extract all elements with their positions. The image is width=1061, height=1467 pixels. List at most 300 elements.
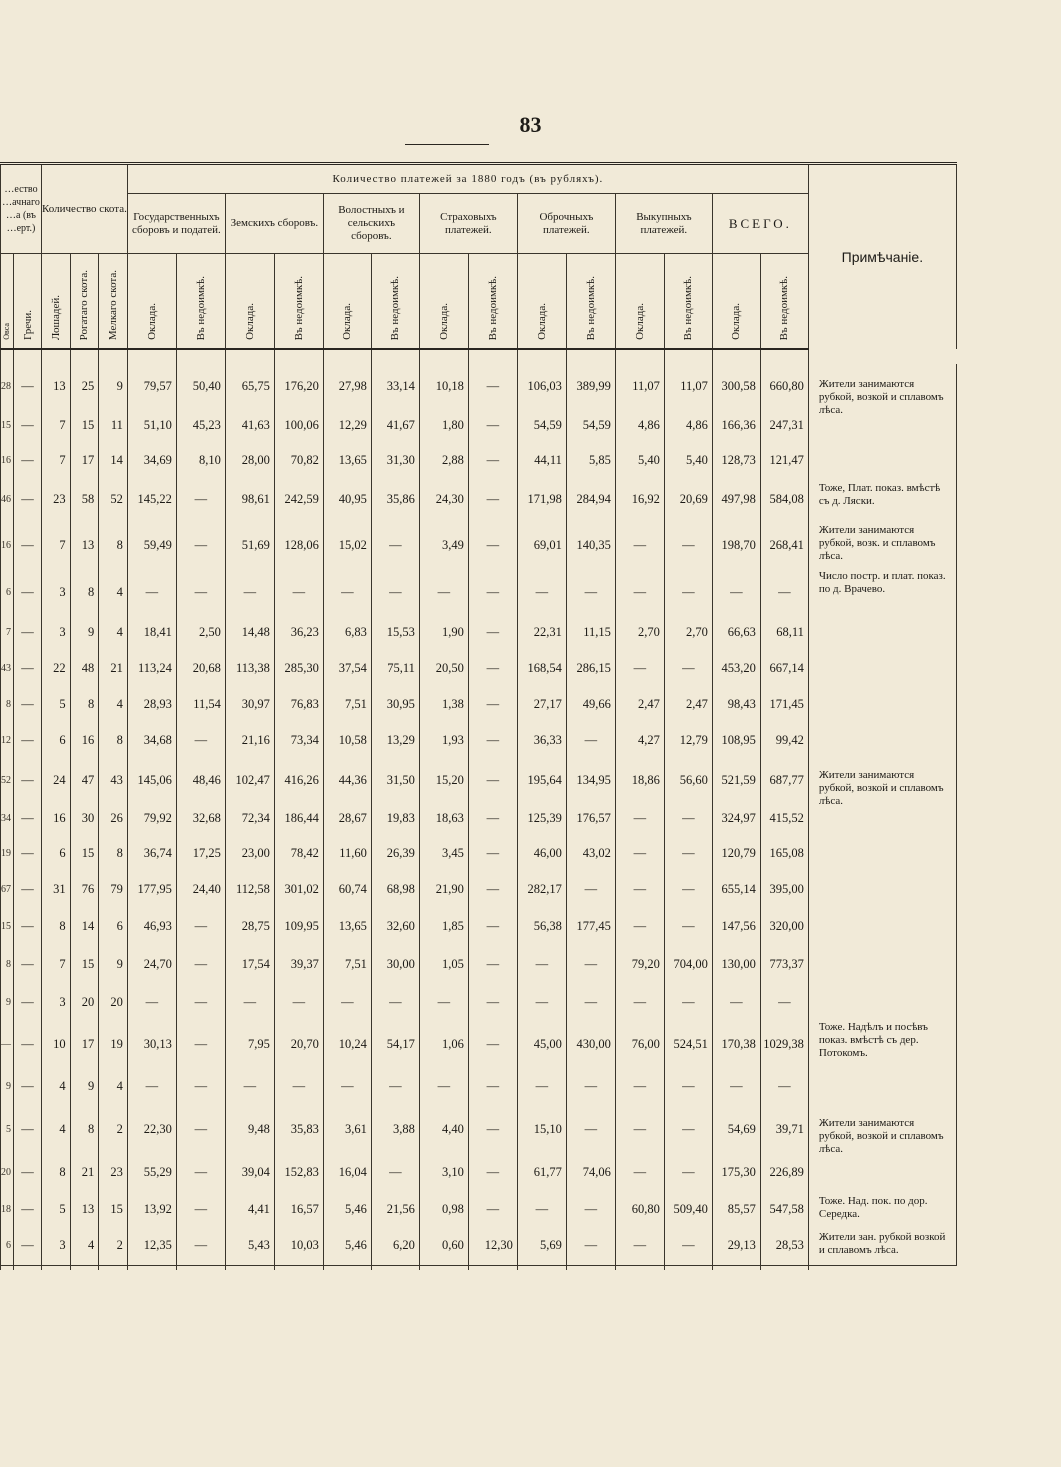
cell-insurance-salary: 1,06	[419, 1021, 468, 1067]
cell-volost-arrears: 26,39	[371, 835, 419, 871]
cell-quitrent-arrears: 176,57	[566, 801, 615, 835]
cell-total-arrears: 121,47	[760, 443, 808, 478]
cell-quitrent-salary: 44,11	[517, 443, 566, 478]
cell-insurance-arrears: —	[468, 1067, 517, 1105]
cell-volost-salary: 44,36	[323, 759, 371, 801]
note-text: Жители занимаются рубкой, возкой и сплавомъ лѣса.	[818, 378, 944, 416]
cell-quitrent-arrears: —	[566, 871, 615, 907]
note-cell	[808, 1227, 956, 1265]
header-salary: Оклада.	[225, 254, 274, 350]
cell-zemstvo-salary: 23,00	[225, 835, 274, 871]
header-group-volost: Волостныхъ и сельскихъ сборовъ.	[323, 194, 419, 254]
cell-quitrent-salary: 27,17	[517, 686, 566, 722]
cell-zemstvo-arrears: 39,37	[274, 945, 323, 984]
cell-state-salary: 177,95	[127, 871, 176, 907]
cell-redemption-arrears: 20,69	[664, 478, 712, 520]
cell-quitrent-salary: 125,39	[517, 801, 566, 835]
cell-quitrent-arrears: 74,06	[566, 1153, 615, 1191]
cell-horses: 5	[42, 686, 71, 722]
cell-zemstvo-arrears: 16,57	[274, 1191, 323, 1227]
note-cell	[808, 759, 956, 1021]
cell-oats: 15	[1, 408, 14, 443]
cell-volost-salary: —	[323, 1067, 371, 1105]
cell-oats: 9	[1, 984, 14, 1021]
cell-state-arrears: —	[176, 984, 225, 1021]
cell-volost-salary: 12,29	[323, 408, 371, 443]
cell-state-arrears: 45,23	[176, 408, 225, 443]
cell-redemption-arrears: 11,07	[664, 364, 712, 408]
cell-oats: 46	[1, 478, 14, 520]
cell-cattle: 17	[70, 443, 99, 478]
cell-redemption-salary: —	[615, 1153, 664, 1191]
cell-small-livestock: 19	[99, 1021, 128, 1067]
cell-buckwheat: —	[14, 984, 42, 1021]
cell-quitrent-arrears: 140,35	[566, 520, 615, 570]
cell-state-arrears: 2,50	[176, 614, 225, 650]
cell-insurance-salary: 21,90	[419, 871, 468, 907]
cell-small-livestock: 43	[99, 759, 128, 801]
cell-volost-arrears: —	[371, 520, 419, 570]
cell-insurance-arrears: —	[468, 945, 517, 984]
cell-state-arrears: 48,46	[176, 759, 225, 801]
cell-buckwheat: —	[14, 871, 42, 907]
header-salary: Оклада.	[712, 254, 760, 350]
cell-total-salary: 453,20	[712, 650, 760, 686]
cell-insurance-salary: 1,05	[419, 945, 468, 984]
cell-buckwheat: —	[14, 408, 42, 443]
cell-zemstvo-arrears: 109,95	[274, 907, 323, 945]
cell-buckwheat: —	[14, 686, 42, 722]
cell-redemption-salary: —	[615, 801, 664, 835]
cell-state-salary: 34,68	[127, 722, 176, 759]
cell-quitrent-salary: —	[517, 984, 566, 1021]
cell-small-livestock: 4	[99, 686, 128, 722]
cell-state-salary: 18,41	[127, 614, 176, 650]
cell-horses: 4	[42, 1067, 71, 1105]
cell-redemption-arrears: —	[664, 520, 712, 570]
cell-quitrent-arrears: 286,15	[566, 650, 615, 686]
cell-insurance-salary: 3,45	[419, 835, 468, 871]
cell-total-arrears: 687,77	[760, 759, 808, 801]
cell-total-arrears: 171,45	[760, 686, 808, 722]
header-salary: Оклада.	[615, 254, 664, 350]
cell-quitrent-salary: 36,33	[517, 722, 566, 759]
cell-volost-salary: 11,60	[323, 835, 371, 871]
cell-state-arrears: —	[176, 1067, 225, 1105]
cell-redemption-salary: —	[615, 907, 664, 945]
cell-small-livestock: 23	[99, 1153, 128, 1191]
cell-total-arrears: 28,53	[760, 1227, 808, 1265]
cell-state-salary: 12,35	[127, 1227, 176, 1265]
cell-cattle: 47	[70, 759, 99, 801]
note-text: Жители занимаются рубкой, возк. и сплавомъ лѣса.	[818, 524, 936, 562]
cell-volost-arrears: 31,30	[371, 443, 419, 478]
cell-volost-arrears: —	[371, 1067, 419, 1105]
cell-quitrent-salary: —	[517, 1191, 566, 1227]
cell-insurance-salary: 1,38	[419, 686, 468, 722]
cell-cattle: 30	[70, 801, 99, 835]
cell-total-arrears: 226,89	[760, 1153, 808, 1191]
header-buckwheat: Гречи.	[14, 254, 42, 350]
cell-state-arrears: 8,10	[176, 443, 225, 478]
cell-buckwheat: —	[14, 1067, 42, 1105]
cell-cattle: 8	[70, 570, 99, 614]
cell-total-salary: —	[712, 1067, 760, 1105]
cell-redemption-arrears: —	[664, 801, 712, 835]
cell-oats: 8	[1, 945, 14, 984]
cell-volost-arrears: 3,88	[371, 1105, 419, 1153]
cell-buckwheat: —	[14, 801, 42, 835]
cell-zemstvo-arrears: 186,44	[274, 801, 323, 835]
cell-total-salary: 66,63	[712, 614, 760, 650]
cell-oats: 52	[1, 759, 14, 801]
cell-quitrent-salary: 168,54	[517, 650, 566, 686]
header-horses: Лошадей.	[42, 254, 71, 350]
cell-insurance-arrears: —	[468, 1021, 517, 1067]
cell-horses: 4	[42, 1105, 71, 1153]
cell-zemstvo-salary: 28,00	[225, 443, 274, 478]
cell-volost-salary: 6,83	[323, 614, 371, 650]
cell-total-salary: 130,00	[712, 945, 760, 984]
cell-cattle: 15	[70, 945, 99, 984]
cell-oats: 19	[1, 835, 14, 871]
header-arrears: Въ недоимкѣ.	[274, 254, 323, 350]
cell-redemption-arrears: 524,51	[664, 1021, 712, 1067]
cell-horses: 6	[42, 835, 71, 871]
cell-small-livestock: 26	[99, 801, 128, 835]
cell-redemption-arrears: —	[664, 871, 712, 907]
cell-state-salary: 145,06	[127, 759, 176, 801]
cell-quitrent-salary: 46,00	[517, 835, 566, 871]
cell-insurance-arrears: —	[468, 614, 517, 650]
cell-quitrent-arrears: —	[566, 1191, 615, 1227]
cell-state-arrears: —	[176, 1191, 225, 1227]
table-row	[1, 1021, 957, 1067]
cell-zemstvo-arrears: 76,83	[274, 686, 323, 722]
cell-small-livestock: 8	[99, 835, 128, 871]
cell-small-livestock: 15	[99, 1191, 128, 1227]
cell-insurance-arrears: —	[468, 871, 517, 907]
cell-total-arrears: 39,71	[760, 1105, 808, 1153]
table-bottom-rule	[1, 1265, 957, 1270]
note-cell	[808, 1105, 956, 1191]
cell-redemption-arrears: —	[664, 835, 712, 871]
cell-insurance-salary: —	[419, 570, 468, 614]
cell-state-salary: 28,93	[127, 686, 176, 722]
cell-buckwheat: —	[14, 1191, 42, 1227]
cell-total-arrears: 268,41	[760, 520, 808, 570]
cell-horses: 5	[42, 1191, 71, 1227]
cell-redemption-arrears: —	[664, 907, 712, 945]
cell-zemstvo-salary: 28,75	[225, 907, 274, 945]
cell-zemstvo-salary: 7,95	[225, 1021, 274, 1067]
cell-state-arrears: —	[176, 1153, 225, 1191]
cell-redemption-salary: —	[615, 1227, 664, 1265]
cell-quitrent-arrears: —	[566, 984, 615, 1021]
cell-total-arrears: 773,37	[760, 945, 808, 984]
cell-zemstvo-arrears: 78,42	[274, 835, 323, 871]
cell-zemstvo-arrears: —	[274, 1067, 323, 1105]
cell-state-salary: 46,93	[127, 907, 176, 945]
cell-zemstvo-arrears: 128,06	[274, 520, 323, 570]
cell-volost-salary: 10,58	[323, 722, 371, 759]
cell-cattle: 20	[70, 984, 99, 1021]
cell-total-salary: 108,95	[712, 722, 760, 759]
cell-state-arrears: 50,40	[176, 364, 225, 408]
header-group-redemption: Выкупныхъ платежей.	[615, 194, 712, 254]
cell-zemstvo-arrears: 176,20	[274, 364, 323, 408]
cell-volost-salary: —	[323, 570, 371, 614]
cell-buckwheat: —	[14, 1227, 42, 1265]
cell-insurance-arrears: —	[468, 835, 517, 871]
cell-volost-arrears: 15,53	[371, 614, 419, 650]
cell-insurance-arrears: 12,30	[468, 1227, 517, 1265]
cell-quitrent-salary: —	[517, 945, 566, 984]
cell-total-salary: 54,69	[712, 1105, 760, 1153]
cell-redemption-arrears: 5,40	[664, 443, 712, 478]
cell-quitrent-arrears: 54,59	[566, 408, 615, 443]
cell-state-salary: —	[127, 1067, 176, 1105]
cell-volost-arrears: 19,83	[371, 801, 419, 835]
cell-oats: 18	[1, 1191, 14, 1227]
cell-small-livestock: 6	[99, 907, 128, 945]
cell-volost-salary: 16,04	[323, 1153, 371, 1191]
cell-redemption-arrears: 704,00	[664, 945, 712, 984]
cell-zemstvo-salary: 14,48	[225, 614, 274, 650]
note-cell	[808, 520, 956, 570]
cell-quitrent-arrears: —	[566, 722, 615, 759]
cell-cattle: 76	[70, 871, 99, 907]
page-number-rule	[405, 144, 489, 145]
cell-redemption-salary: —	[615, 871, 664, 907]
cell-insurance-salary: —	[419, 984, 468, 1021]
cell-horses: 31	[42, 871, 71, 907]
cell-horses: 23	[42, 478, 71, 520]
cell-volost-arrears: 35,86	[371, 478, 419, 520]
cell-total-salary: 85,57	[712, 1191, 760, 1227]
cell-redemption-arrears: —	[664, 650, 712, 686]
cell-state-arrears: —	[176, 1105, 225, 1153]
cell-state-salary: 59,49	[127, 520, 176, 570]
cell-quitrent-arrears: 389,99	[566, 364, 615, 408]
cell-zemstvo-arrears: 20,70	[274, 1021, 323, 1067]
cell-insurance-arrears: —	[468, 1153, 517, 1191]
cell-oats: 9	[1, 1067, 14, 1105]
cell-total-arrears: 165,08	[760, 835, 808, 871]
cell-volost-arrears: 30,00	[371, 945, 419, 984]
cell-total-arrears: 395,00	[760, 871, 808, 907]
cell-state-salary: —	[127, 984, 176, 1021]
cell-small-livestock: 4	[99, 1067, 128, 1105]
cell-small-livestock: 9	[99, 364, 128, 408]
cell-insurance-salary: 10,18	[419, 364, 468, 408]
payments-table	[0, 162, 957, 1270]
cell-cattle: 9	[70, 1067, 99, 1105]
cell-zemstvo-arrears: 73,34	[274, 722, 323, 759]
cell-zemstvo-salary: 41,63	[225, 408, 274, 443]
note-text: Тоже. Над. пок. по дор. Середка.	[818, 1195, 928, 1220]
cell-redemption-arrears: 4,86	[664, 408, 712, 443]
table-row	[1, 759, 957, 801]
header-livestock: Количество скота.	[42, 164, 128, 254]
cell-state-arrears: 24,40	[176, 871, 225, 907]
cell-cattle: 14	[70, 907, 99, 945]
cell-quitrent-salary: —	[517, 570, 566, 614]
table-body	[1, 349, 957, 1270]
cell-buckwheat: —	[14, 1105, 42, 1153]
cell-redemption-salary: —	[615, 1067, 664, 1105]
cell-state-arrears: —	[176, 570, 225, 614]
cell-oats: —	[1, 1021, 14, 1067]
cell-state-arrears: 17,25	[176, 835, 225, 871]
cell-state-salary: 79,92	[127, 801, 176, 835]
cell-buckwheat: —	[14, 945, 42, 984]
cell-volost-arrears: 31,50	[371, 759, 419, 801]
header-sown-amount: …ество …ачнаго …а (въ …ерт.)	[1, 164, 42, 254]
cell-zemstvo-salary: 112,58	[225, 871, 274, 907]
header-group-total: ВСЕГО.	[712, 194, 808, 254]
cell-insurance-salary: 1,93	[419, 722, 468, 759]
cell-insurance-arrears: —	[468, 364, 517, 408]
table-row	[1, 1227, 957, 1265]
cell-quitrent-arrears: —	[566, 1105, 615, 1153]
cell-cattle: 15	[70, 408, 99, 443]
cell-volost-arrears: 33,14	[371, 364, 419, 408]
cell-quitrent-arrears: —	[566, 945, 615, 984]
cell-buckwheat: —	[14, 443, 42, 478]
cell-cattle: 25	[70, 364, 99, 408]
cell-small-livestock: 8	[99, 722, 128, 759]
cell-cattle: 58	[70, 478, 99, 520]
cell-insurance-arrears: —	[468, 722, 517, 759]
cell-buckwheat: —	[14, 520, 42, 570]
cell-quitrent-salary: 45,00	[517, 1021, 566, 1067]
cell-quitrent-arrears: 11,15	[566, 614, 615, 650]
cell-volost-salary: —	[323, 984, 371, 1021]
cell-zemstvo-arrears: 285,30	[274, 650, 323, 686]
cell-total-salary: 170,38	[712, 1021, 760, 1067]
cell-quitrent-arrears: 5,85	[566, 443, 615, 478]
cell-redemption-salary: —	[615, 1105, 664, 1153]
cell-oats: 6	[1, 570, 14, 614]
cell-redemption-arrears: —	[664, 1105, 712, 1153]
cell-zemstvo-arrears: —	[274, 570, 323, 614]
cell-volost-salary: 60,74	[323, 871, 371, 907]
header-salary: Оклада.	[323, 254, 371, 350]
cell-redemption-salary: 2,70	[615, 614, 664, 650]
cell-cattle: 8	[70, 1105, 99, 1153]
cell-small-livestock: 4	[99, 614, 128, 650]
cell-insurance-salary: 1,85	[419, 907, 468, 945]
header-group-insurance: Страховыхъ платежей.	[419, 194, 517, 254]
cell-volost-arrears: 13,29	[371, 722, 419, 759]
header-note: Примѣчаніе.	[808, 164, 956, 350]
cell-redemption-arrears: —	[664, 1067, 712, 1105]
note-cell	[808, 570, 956, 759]
cell-state-arrears: —	[176, 722, 225, 759]
cell-insurance-arrears: —	[468, 408, 517, 443]
cell-volost-salary: 7,51	[323, 945, 371, 984]
cell-insurance-arrears: —	[468, 520, 517, 570]
cell-cattle: 17	[70, 1021, 99, 1067]
note-cell	[808, 1021, 956, 1105]
cell-redemption-salary: 76,00	[615, 1021, 664, 1067]
cell-small-livestock: 21	[99, 650, 128, 686]
cell-total-salary: 324,97	[712, 801, 760, 835]
cell-volost-salary: 7,51	[323, 686, 371, 722]
cell-horses: 13	[42, 364, 71, 408]
cell-insurance-arrears: —	[468, 984, 517, 1021]
cell-total-arrears: 660,80	[760, 364, 808, 408]
cell-total-salary: 98,43	[712, 686, 760, 722]
cell-total-arrears: 667,14	[760, 650, 808, 686]
table-row	[1, 1191, 957, 1227]
cell-quitrent-salary: 5,69	[517, 1227, 566, 1265]
cell-cattle: 4	[70, 1227, 99, 1265]
cell-quitrent-salary: 106,03	[517, 364, 566, 408]
cell-total-arrears: 247,31	[760, 408, 808, 443]
cell-state-salary: 55,29	[127, 1153, 176, 1191]
cell-volost-arrears: 6,20	[371, 1227, 419, 1265]
cell-horses: 8	[42, 1153, 71, 1191]
cell-volost-arrears: 41,67	[371, 408, 419, 443]
cell-volost-salary: 3,61	[323, 1105, 371, 1153]
cell-volost-salary: 15,02	[323, 520, 371, 570]
header-salary: Оклада.	[517, 254, 566, 350]
cell-total-arrears: —	[760, 570, 808, 614]
cell-zemstvo-salary: 5,43	[225, 1227, 274, 1265]
cell-redemption-arrears: —	[664, 570, 712, 614]
cell-quitrent-salary: 195,64	[517, 759, 566, 801]
note-text: Тоже. Надѣлъ и посѣвъ показ. вмѣстѣ съ дер. Потокомъ.	[818, 1021, 928, 1059]
cell-volost-arrears: 54,17	[371, 1021, 419, 1067]
cell-insurance-salary: —	[419, 1067, 468, 1105]
cell-horses: 8	[42, 907, 71, 945]
cell-state-arrears: —	[176, 1227, 225, 1265]
cell-oats: 12	[1, 722, 14, 759]
cell-horses: 7	[42, 520, 71, 570]
cell-horses: 10	[42, 1021, 71, 1067]
cell-horses: 7	[42, 408, 71, 443]
cell-insurance-arrears: —	[468, 1191, 517, 1227]
cell-state-salary: 145,22	[127, 478, 176, 520]
cell-zemstvo-arrears: 36,23	[274, 614, 323, 650]
cell-state-salary: —	[127, 570, 176, 614]
cell-state-arrears: —	[176, 478, 225, 520]
cell-oats: 43	[1, 650, 14, 686]
cell-redemption-salary: —	[615, 570, 664, 614]
note-text: Жители занимаются рубкой, возкой и сплавомъ лѣса.	[818, 1117, 944, 1155]
cell-state-salary: 34,69	[127, 443, 176, 478]
cell-zemstvo-salary: 30,97	[225, 686, 274, 722]
cell-volost-salary: 5,46	[323, 1227, 371, 1265]
cell-total-salary: 128,73	[712, 443, 760, 478]
cell-redemption-salary: 4,86	[615, 408, 664, 443]
cell-horses: 3	[42, 570, 71, 614]
cell-zemstvo-salary: 4,41	[225, 1191, 274, 1227]
cell-horses: 3	[42, 1227, 71, 1265]
cell-insurance-arrears: —	[468, 686, 517, 722]
cell-volost-salary: 10,24	[323, 1021, 371, 1067]
cell-small-livestock: 2	[99, 1105, 128, 1153]
cell-total-salary: 147,56	[712, 907, 760, 945]
cell-zemstvo-arrears: 100,06	[274, 408, 323, 443]
cell-quitrent-salary: 22,31	[517, 614, 566, 650]
cell-redemption-salary: 60,80	[615, 1191, 664, 1227]
cell-zemstvo-salary: 98,61	[225, 478, 274, 520]
cell-oats: 16	[1, 520, 14, 570]
table-row	[1, 520, 957, 570]
